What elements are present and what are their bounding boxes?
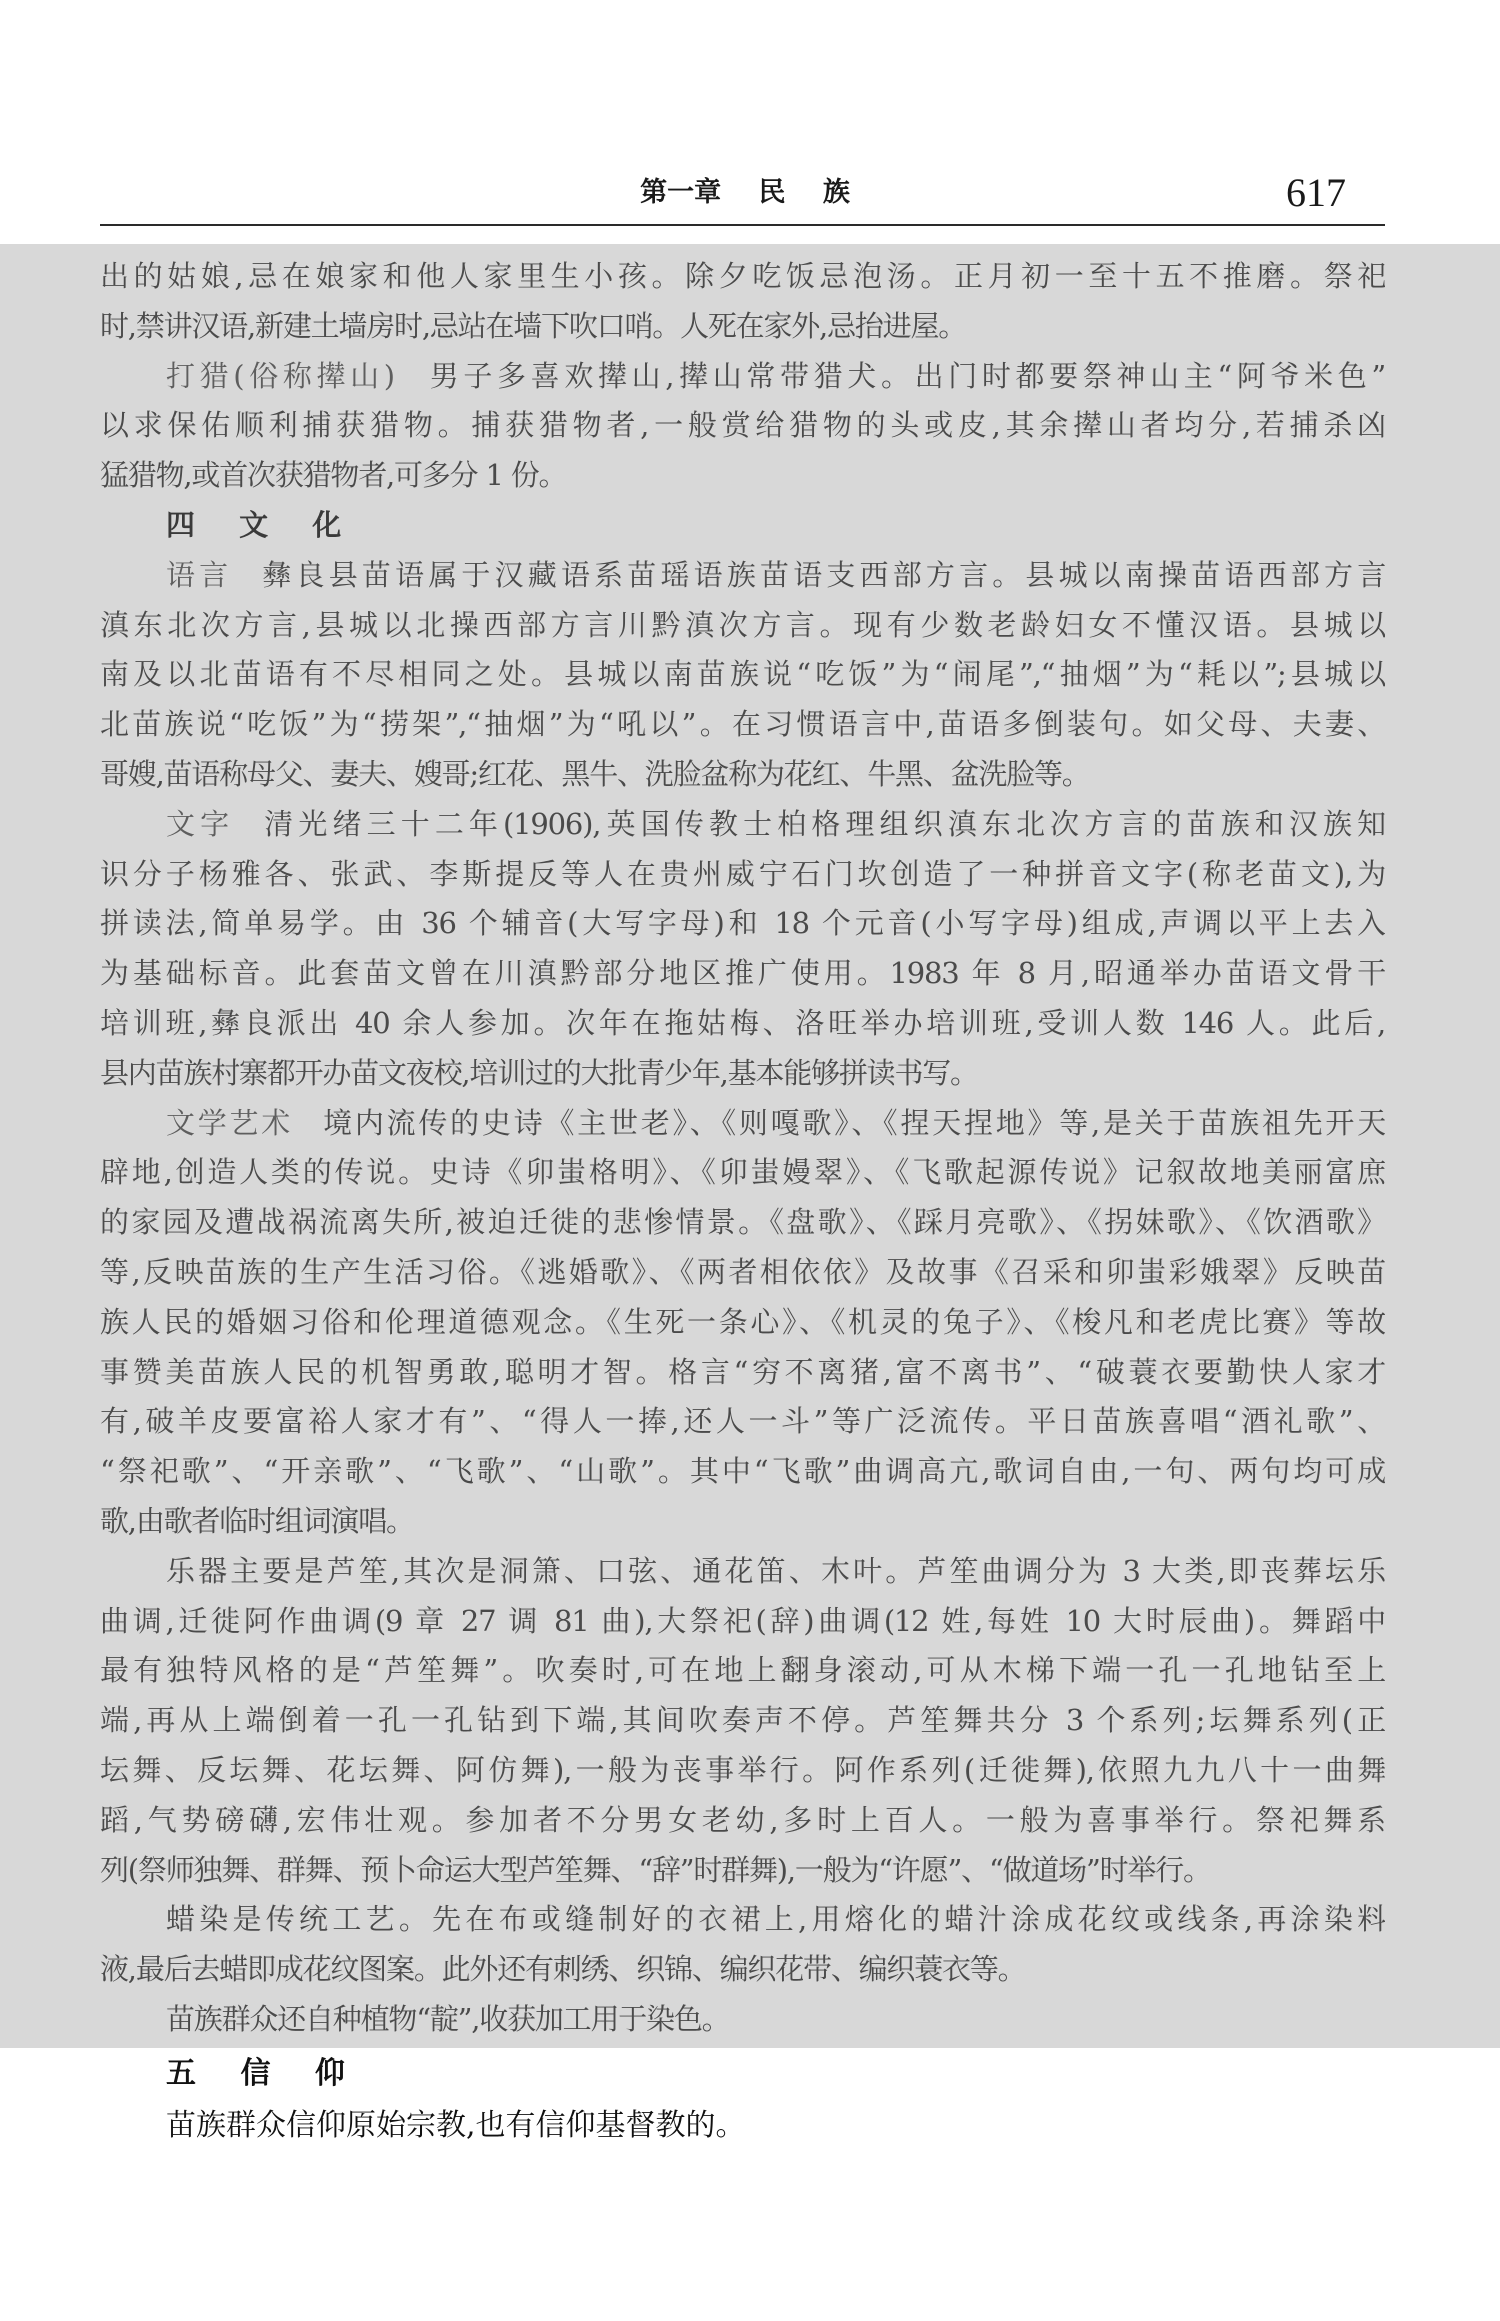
paragraph-term: 文学艺术 [166,1105,294,1140]
section-heading: 五 信 仰 [166,2056,345,2091]
text-line [100,1099,1385,1149]
text-line: 识分子杨雅各、张武、李斯提反等人在贵州威宁石门坎创造了一种拼音文字(称老苗文),为 [100,856,1385,891]
text-line: 蹈,气势磅礴,宏伟壮观。参加者不分男女老幼,多时上百人。一般为喜事举行。祭祀舞系 [100,1802,1385,1837]
text-line: 蜡染是传统工艺。先在布或缝制好的衣裙上,用熔化的蜡汁涂成花纹或线条,再涂染料 [166,1902,1385,1937]
line-text: 彝良县苗语属于汉藏语系苗瑶语族苗语支西部方言。县城以南操苗语西部方言 [262,557,1385,592]
text-line: 拼读法,简单易学。由 36 个辅音(大写字母)和 18 个元音(小写字母)组成,声调以平上去入 [100,906,1385,941]
text-line: 歌,由歌者临时组词演唱。 [100,1503,414,1538]
paragraph-term: 文字 [166,806,235,841]
text-line: 族人民的婚姻习俗和伦理道德观念。《生死一条心》、《机灵的兔子》、《梭凡和老虎比赛》等故 [100,1304,1385,1339]
text-line: 以求保佑顺利捕获猎物。捕获猎物者,一般赏给猎物的头或皮,其余撵山者均分,若捕杀凶 [100,408,1385,443]
text-line: 出的姑娘,忌在娘家和他人家里生小孩。除夕吃饭忌泡汤。正月初一至十五不推磨。祭祀 [100,259,1385,293]
text-line: 苗族群众信仰原始宗教,也有信仰基督教的。 [166,2108,746,2143]
text-line: 为基础标音。此套苗文曾在川滇黔部分地区推广使用。1983 年 8 月,昭通举办苗语文骨干 [100,956,1385,991]
text-line: 端,再从上端倒着一孔一孔钻到下端,其间吹奏声不停。芦笙舞共分 3 个系列;坛舞系列(正 [100,1703,1385,1738]
text-line: 曲调,迁徙阿作曲调(9 章 27 调 81 曲),大祭祀(辞)曲调(12 姓,每姓 10 大时辰曲)。舞蹈中 [100,1603,1385,1638]
text-line: 事赞美苗族人民的机智勇敢,聪明才智。格言“穷不离猪,富不离书”、“破蓑衣要勤快人家才 [100,1354,1385,1389]
text-line: 时,禁讲汉语,新建土墙房时,忌站在墙下吹口哨。人死在家外,忌抬进屋。 [100,308,967,343]
line-text: 清光绪三十二年(1906),英国传教士柏格理组织滇东北次方言的苗族和汉族知 [264,806,1385,841]
header-rule [100,224,1385,226]
text-line: 乐器主要是芦笙,其次是洞箫、口弦、通花笛、木叶。芦笙曲调分为 3 大类,即丧葬坛乐 [166,1553,1385,1588]
text-line: “祭祀歌”、“开亲歌”、“飞歌”、“山歌”。其中“飞歌”曲调高亢,歌词自由,一句、两句均可成 [100,1454,1385,1489]
text-line: 有,破羊皮要富裕人家才有”、“得人一捧,还人一斗”等广泛流传。平日苗族喜唱“酒礼歌”、 [100,1404,1385,1439]
text-line: 的家园及遭战祸流离失所,被迫迁徙的悲惨情景。《盘歌》、《踩月亮歌》、《拐妹歌》、《饮酒歌》 [100,1205,1385,1240]
paragraph-term: 打猎(俗称撵山) [166,358,394,393]
line-text: 境内流传的史诗《主世老》、《则嘎歌》、《捏天捏地》等,是关于苗族祖先开天 [323,1105,1385,1140]
text-line: 哥嫂,苗语称母父、妻夫、嫂哥;红花、黑牛、洗脸盆称为花红、牛黑、盆洗脸等。 [100,756,1090,791]
text-line: 等,反映苗族的生产生活习俗。《逃婚歌》、《两者相依依》及故事《召采和卯蚩彩娥翠》反映苗 [100,1254,1385,1289]
text-line: 滇东北次方言,县城以北操西部方言川黔滇次方言。现有少数老龄妇女不懂汉语。县城以 [100,607,1385,642]
text-line: 坛舞、反坛舞、花坛舞、阿仿舞),一般为丧事举行。阿作系列(迁徙舞),依照九九八十一曲舞 [100,1752,1385,1787]
text-line [100,800,1385,850]
text-line: 辟地,创造人类的传说。史诗《卯蚩格明》、《卯蚩嫚翠》、《飞歌起源传说》记叙故地美丽富庶 [100,1155,1385,1190]
page-number: 617 [1286,170,1346,215]
text-line [100,551,1385,601]
text-line: 北苗族说“吃饭”为“捞架”,“抽烟”为“吼以”。在习惯语言中,苗语多倒装句。如父母、夫妻、 [100,707,1385,742]
belief-section [100,2048,1385,2152]
section-heading: 四 文 化 [166,507,342,542]
line-text: 男子多喜欢撵山,撵山常带猎犬。出门时都要祭神山主“阿爷米色” [423,358,1385,393]
text-line [100,352,1385,402]
text-line: 苗族群众还自种植物“靛”,收获加工用于染色。 [166,2001,730,2036]
text-line: 液,最后去蜡即成花纹图案。此外还有刺绣、织锦、编织花带、编织蓑衣等。 [100,1952,1026,1987]
chapter-title: 第一章 民 族 [640,177,850,208]
text-line: 最有独特风格的是“芦笙舞”。吹奏时,可在地上翻身滚动,可从木梯下端一孔一孔地钻至上 [100,1653,1385,1688]
text-line: 南及以北苗语有不尽相同之处。县城以南苗族说“吃饭”为“闹尾”,“抽烟”为“耗以”;县城以 [100,657,1385,692]
text-line: 培训班,彝良派出 40 余人参加。次年在拖姑梅、洛旺举办培训班,受训人数 146 人。此后, [100,1005,1385,1040]
text-line: 猛猎物,或首次获猎物者,可多分 1 份。 [100,458,567,493]
paragraph-term: 语言 [166,557,233,592]
text-line: 列(祭师独舞、群舞、预卜命运大型芦笙舞、“辞”时群舞),一般为“许愿”、“做道场”时举行。 [100,1852,1211,1887]
highlighted-text-block [100,252,1385,2045]
text-line: 县内苗族村寨都开办苗文夜校,培训过的大批青少年,基本能够拼读书写。 [100,1055,978,1090]
